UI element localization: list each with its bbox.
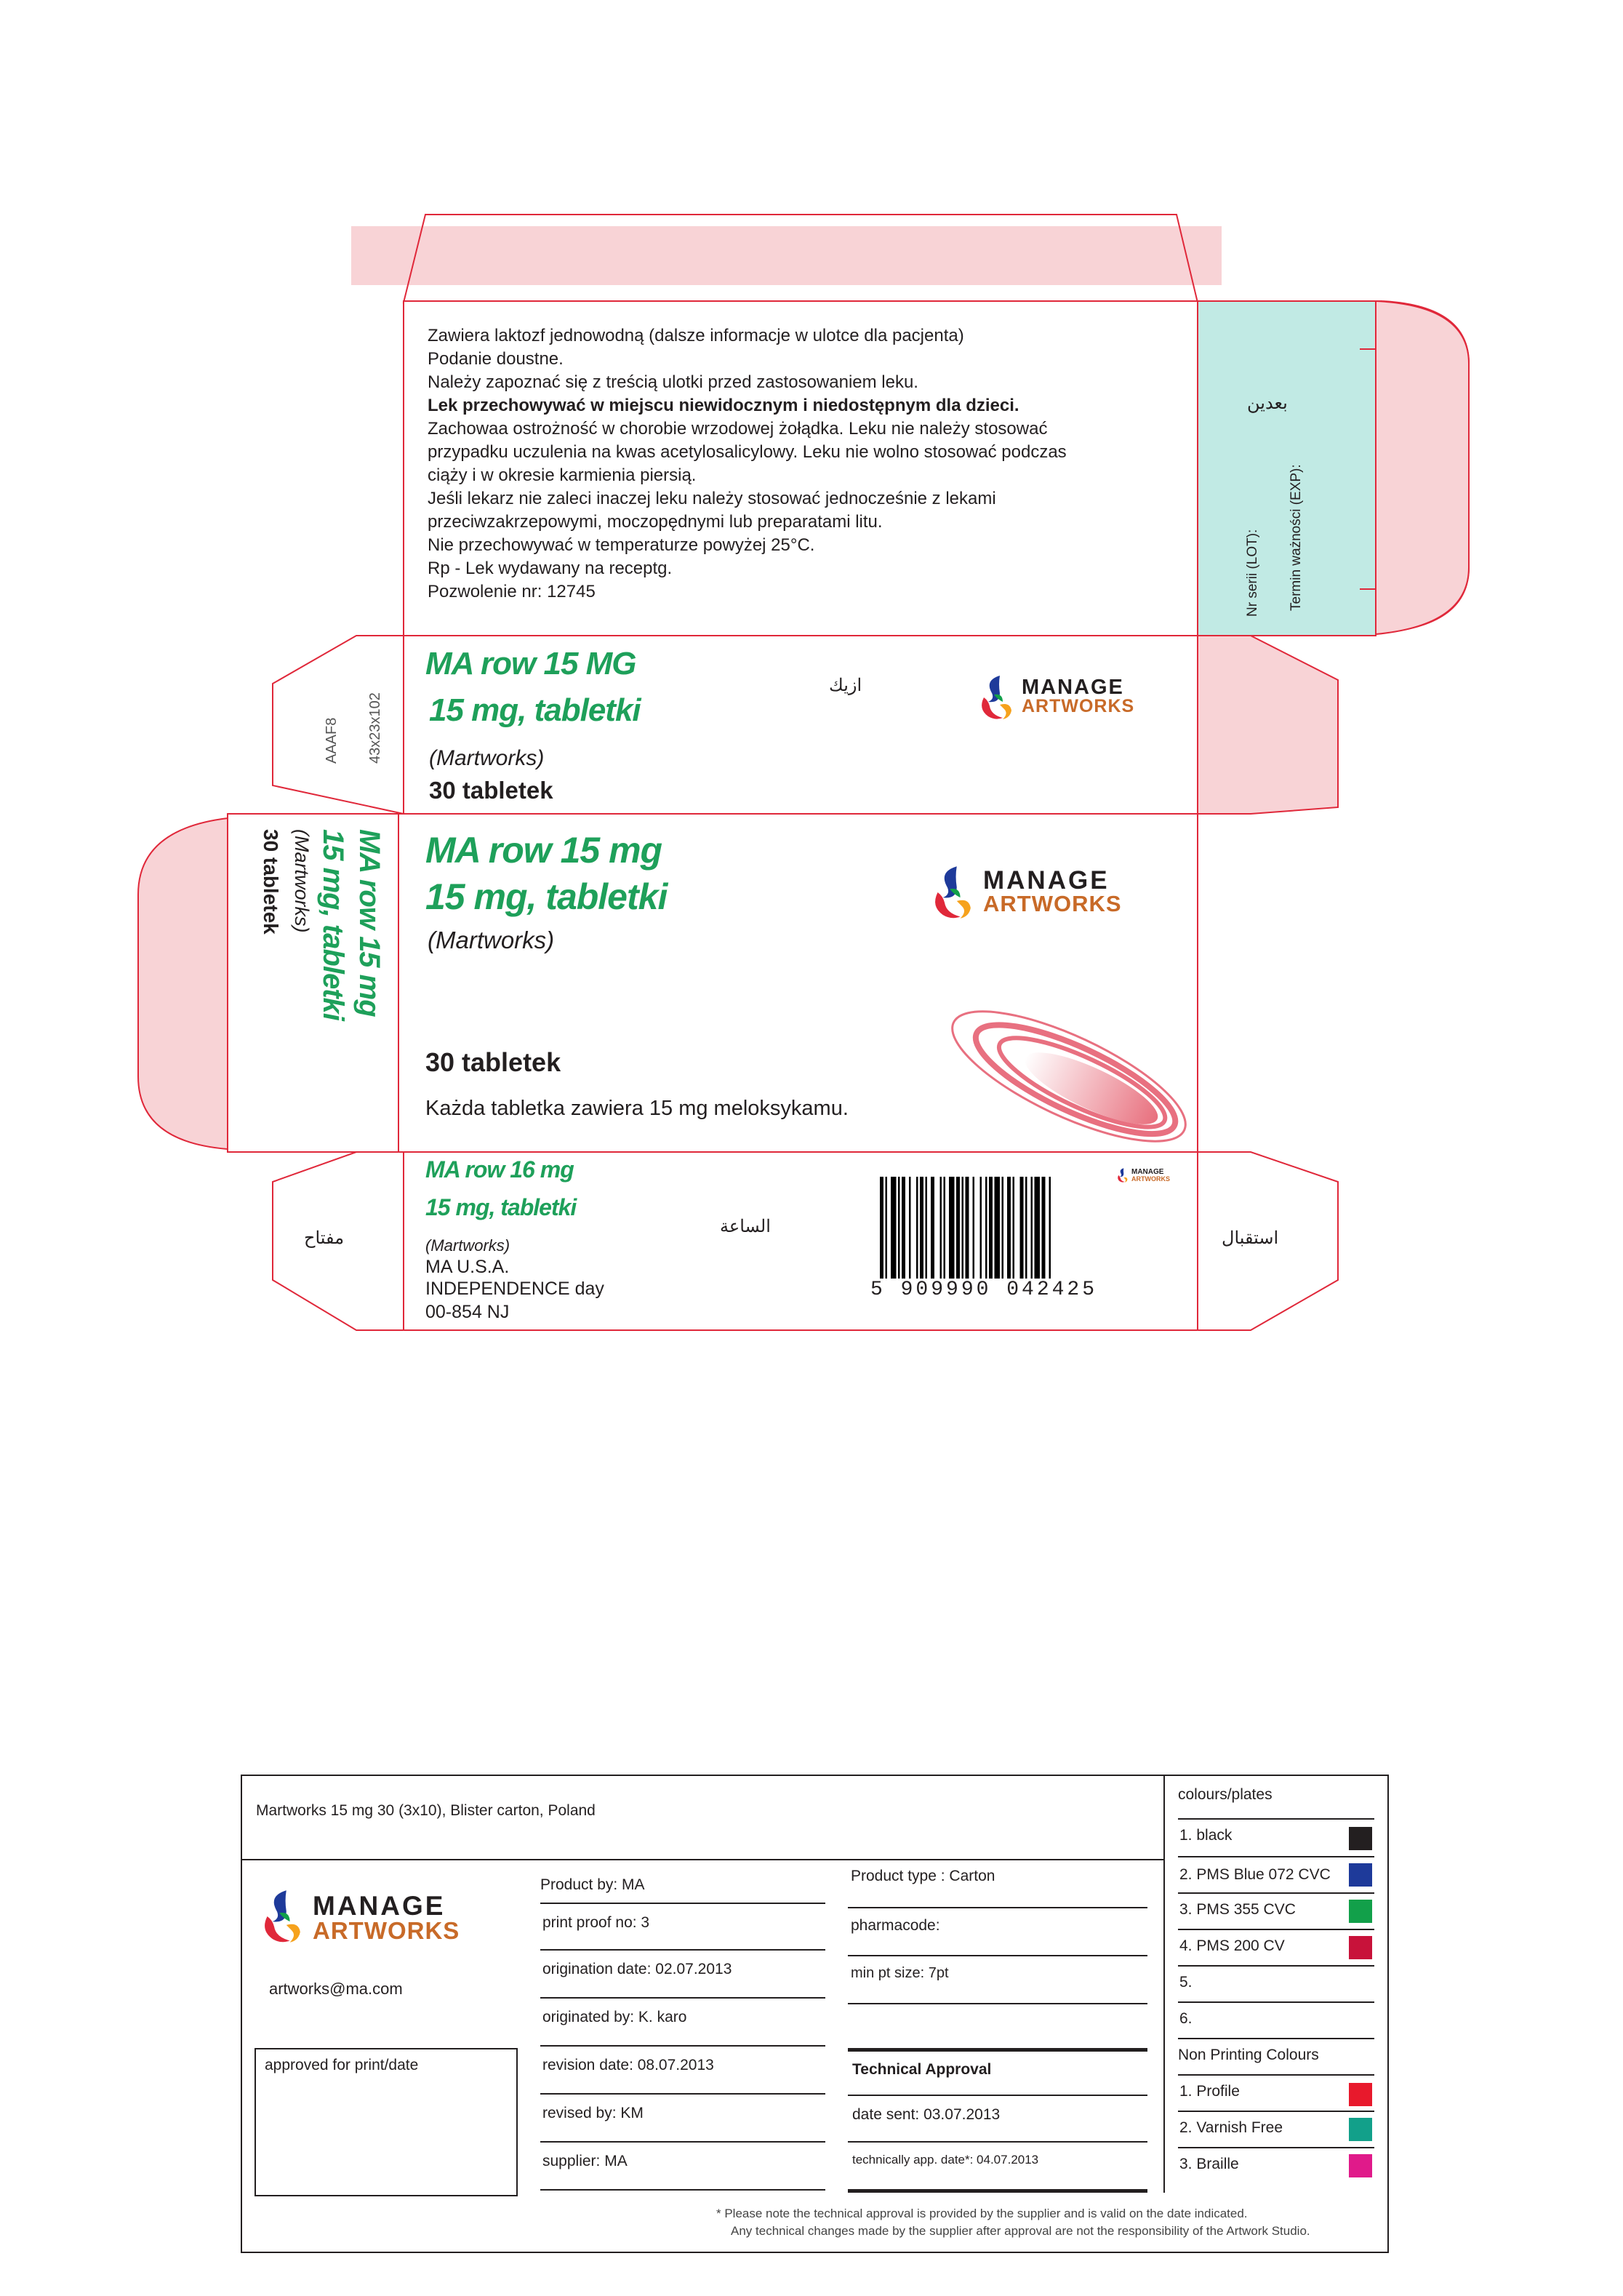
colour-1: 1. black [1179,1827,1233,1844]
originated-by: originated by: K. karo [542,2009,687,2025]
main-count: 30 tabletek [425,1047,561,1077]
text-line: przypadku uczulenia na kwas acetylosalicylowy. Leku nie wolno stosować podczas [428,442,1067,462]
spine-subtitle: 15 mg, tabletki [317,829,349,1020]
approval-label: approved for print/date [265,2057,419,2073]
tablet-count: 30 tabletek [429,777,553,804]
logo-line1: MANAGE [313,1891,446,1921]
barcode-bar [886,1177,888,1286]
barcode-bar [920,1177,923,1286]
barcode-bar [1013,1177,1015,1286]
main-title: MA row 15 mg [425,830,662,871]
barcode-bar [995,1177,1001,1286]
barcode-bar [944,1177,946,1286]
min-pt-size: min pt size: 7pt [851,1965,949,1981]
barcode-bar [985,1177,987,1286]
colour-3: 3. PMS 355 CVC [1179,1901,1296,1918]
colour-swatch [1349,1863,1372,1887]
origination-date: origination date: 02.07.2013 [542,1961,732,1977]
glue-strip [351,226,1222,285]
revised-by: revised by: KM [542,2105,644,2121]
colours-header: colours/plates [1178,1786,1273,1803]
barcode-bar [973,1177,975,1286]
text-line: Zawiera laktozf jednowodną (dalsze informacje w ulotce dla pacjenta) [428,326,964,345]
barcode-bars [880,1177,1098,1286]
non-printing-1: 1. Profile [1179,2083,1240,2100]
non-printing-header: Non Printing Colours [1178,2047,1319,2063]
product-title: MA row 15 MG [425,646,636,681]
colour-swatch [1349,2154,1372,2177]
colour-swatch [1349,1900,1372,1923]
product-by: Product by: MA [540,1876,645,1893]
colour-swatch [1349,2083,1372,2106]
side-flap-arabic: بعدين [1247,393,1288,413]
spine-brand: (Martworks) [291,829,313,933]
colour-6: 6. [1179,2010,1193,2027]
technical-approval: Technical Approval [852,2061,992,2078]
barcode-bar [1025,1177,1027,1286]
barcode-bar [902,1177,905,1286]
text-line: Podanie doustne. [428,349,564,369]
non-printing-2: 2. Varnish Free [1179,2119,1283,2136]
barcode-bar [1031,1177,1033,1286]
barcode-bar [1020,1177,1024,1286]
logo-line2: ARTWORKS [1022,696,1135,716]
address-line3: 00-854 NJ [425,1302,510,1322]
colour-2: 2. PMS Blue 072 CVC [1179,1866,1331,1883]
contact-email: artworks@ma.com [269,1980,403,1998]
logo-mark-icon [1116,1167,1129,1183]
text-line: przeciwzakrzepowymi, moczopędnymi lub preparatami litu. [428,512,883,532]
colour-swatch [1349,1936,1372,1959]
barcode-bar [949,1177,955,1286]
barcode-bar [926,1177,928,1286]
barcode-bar [1007,1177,1011,1286]
arabic-text: ازيك [829,676,862,695]
revision-date: revision date: 08.07.2013 [542,2057,714,2073]
address-line2: INDEPENDENCE day [425,1279,604,1299]
main-brand: (Martworks) [428,927,555,953]
arabic-right: استقبال [1222,1228,1279,1248]
barcode-bar [1042,1177,1046,1286]
product-subtitle: 15 mg, tabletki [429,692,641,728]
barcode-bar [898,1177,900,1286]
arabic-left: مفتاح [304,1228,345,1248]
barcode-bar [980,1177,982,1286]
colour-5: 5. [1179,1974,1193,1991]
colour-swatch [1349,1827,1372,1850]
barcode-bar [1002,1177,1004,1286]
title-block-logo [260,1885,493,1951]
product-type: Product type : Carton [851,1868,995,1884]
bottom-title: MA row 16 mg [425,1156,574,1183]
barcode-number: 5 909990 042425 [870,1279,1098,1301]
logo-line2: ARTWORKS [313,1917,460,1944]
logo-mark-icon [931,862,976,923]
footnote-1: * Please note the technical approval is provided by the supplier and is valid on the date indicated. [716,2207,1248,2220]
pharmacode: pharmacode: [851,1917,940,1934]
barcode-bar [931,1177,934,1286]
logo-mark-icon [260,1885,305,1948]
job-title: Martworks 15 mg 30 (3x10), Blister carton, Poland [256,1802,596,1819]
logo-line2: ARTWORKS [1131,1175,1170,1183]
supplier: supplier: MA [542,2153,628,2169]
side-flap [1198,301,1376,636]
manage-artworks-logo [978,673,1145,724]
arabic-center: الساعة [720,1217,771,1236]
colour-4: 4. PMS 200 CV [1179,1937,1285,1954]
spine-title: MA row 15 mg [353,829,385,1017]
main-subtitle: 15 mg, tabletki [425,876,668,917]
lot-label: Nr serii (LOT): [1245,529,1260,617]
logo-line1: MANAGE [983,866,1110,895]
barcode-bar [909,1177,911,1286]
text-line: Nie przechowywać w temperaturze powyżej 25°C. [428,535,815,555]
text-line: ciąży i w okresie karmienia piersią. [428,465,697,485]
text-line: Rp - Lek wydawany na receptg. [428,559,673,578]
colour-swatch [1349,2118,1372,2141]
text-line: Pozwolenie nr: 12745 [428,582,596,601]
barcode-bar [962,1177,964,1286]
logo-line1: MANAGE [1131,1168,1164,1176]
footnote-2: Any technical changes made by the supplier after approval are not the responsibility of the Artwork Studio. [731,2224,1310,2238]
non-printing-3: 3. Braille [1179,2156,1239,2172]
text-line: Należy zapoznać się z treścią ulotki przed zastosowaniem leku. [428,372,918,392]
carton-code: AAAF8 [324,717,340,764]
barcode-bar [1049,1177,1051,1286]
bottom-subtitle: 15 mg, tabletki [425,1194,577,1220]
print-proof: print proof no: 3 [542,1914,650,1931]
barcode-bar [880,1177,883,1286]
carton-dimensions: 43x23x102 [367,692,383,764]
text-line: Jeśli lekarz nie zaleci inaczej leku należy stosować jednocześnie z lekami [428,489,996,508]
brand-name: (Martworks) [429,746,545,770]
barcode-bar [989,1177,993,1286]
barcode-bar [891,1177,897,1286]
small-logo [1116,1167,1182,1185]
date-sent: date sent: 03.07.2013 [852,2106,1001,2123]
warning-line: Lek przechowywać w miejscu niewidocznym i niedostępnym dla dzieci. [428,396,1019,415]
barcode-bar [966,1177,969,1286]
text-line: Zachowaa ostrożność w chorobie wrzodowej żołądka. Leku nie należy stosować [428,419,1048,439]
tech-app-date: technically app. date*: 04.07.2013 [852,2153,1039,2167]
barcode-bar [956,1177,960,1286]
barcode-bar [940,1177,942,1286]
logo-mark-icon [978,673,1016,722]
main-logo [931,862,1134,924]
top-panel-text [428,324,1184,604]
exp-label: Termin ważności (EXP): [1289,464,1304,611]
logo-line1: MANAGE [1022,676,1124,699]
barcode-bar [1035,1177,1041,1286]
barcode-bar [916,1177,918,1286]
logo-line2: ARTWORKS [983,891,1122,916]
bottom-brand: (Martworks) [425,1236,510,1255]
spine-count: 30 tabletek [260,829,282,935]
composition-text: Każda tabletka zawiera 15 mg meloksykamu. [425,1097,849,1120]
address-line1: MA U.S.A. [425,1257,510,1277]
